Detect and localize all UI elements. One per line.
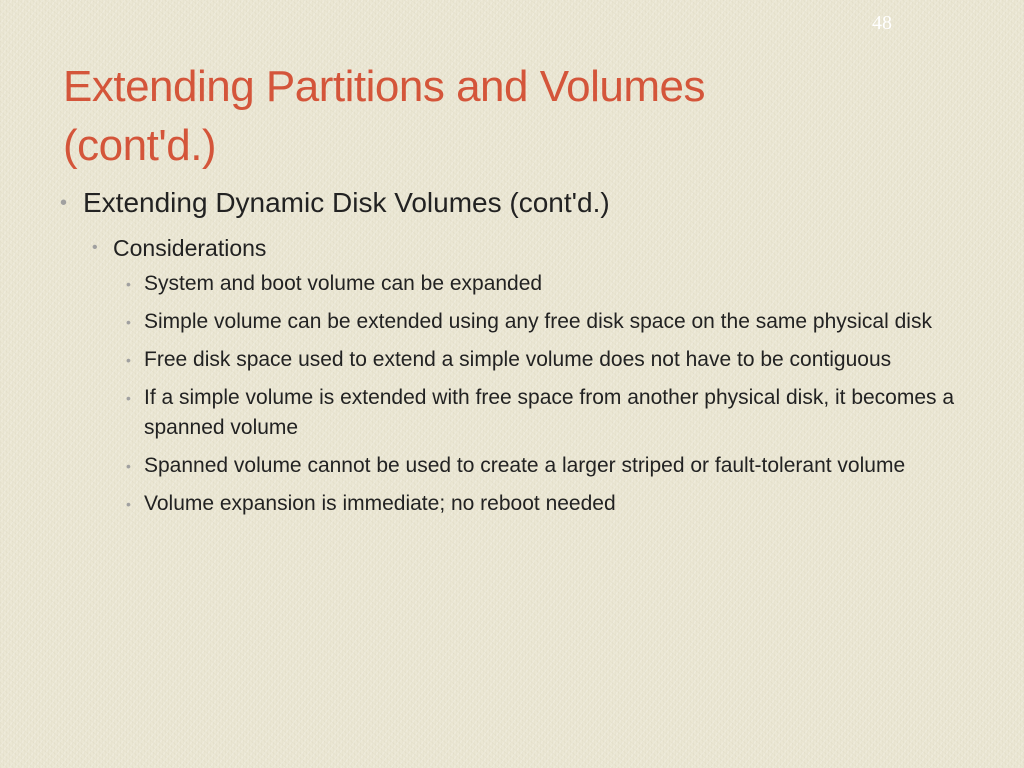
list-item: • Volume expansion is immediate; no reboot needed (60, 489, 980, 519)
list-item: • If a simple volume is extended with free space from another physical disk, it becomes a spanned volume (60, 383, 980, 443)
bullet-level-1: • Extending Dynamic Disk Volumes (cont'd.) (60, 186, 980, 220)
bullet-level-2: • Considerations (60, 233, 980, 263)
list-item: • Simple volume can be extended using any free disk space on the same physical disk (60, 307, 980, 337)
list-item: • System and boot volume can be expanded (60, 269, 980, 299)
list-item: • Free disk space used to extend a simple volume does not have to be contiguous (60, 345, 980, 375)
slide-body (60, 186, 980, 527)
slide-title-line-2: (cont'd.) (63, 121, 217, 170)
slide-number: 48 (872, 12, 892, 34)
slide-title (63, 57, 963, 175)
considerations-list (60, 269, 980, 519)
list-item: • Spanned volume cannot be used to create a larger striped or fault-tolerant volume (60, 451, 980, 481)
slide-title-line-1: Extending Partitions and Volumes (63, 62, 705, 111)
